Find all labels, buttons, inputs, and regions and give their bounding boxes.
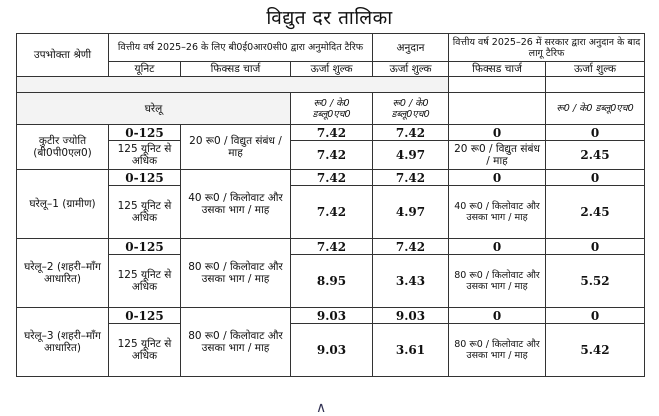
unit-cell: 0-125 — [109, 125, 181, 141]
header-row-1 — [17, 34, 645, 62]
energy-cell: 9.03 — [291, 308, 373, 324]
subsidy-cell: 9.03 — [373, 308, 449, 324]
page-title: विद्युत दर तालिका — [266, 7, 393, 29]
table-row — [17, 308, 645, 324]
table-row — [17, 324, 645, 377]
domestic-label: घरेलू — [17, 93, 291, 125]
header-subsidy: अनुदान — [373, 34, 449, 62]
fixed-charge-cell: 20 रू0 / विद्युत संबंध / माह — [181, 125, 291, 170]
category-cell: घरेलू–2 (शहरी–माँग आधारित) — [17, 239, 109, 308]
energy-cell: 7.42 — [291, 186, 373, 239]
table-row — [17, 141, 645, 170]
table-row — [17, 239, 645, 255]
tariff-table — [16, 33, 645, 377]
subsidy-cell: 3.61 — [373, 324, 449, 377]
energy-cell: 7.42 — [291, 239, 373, 255]
spacer-cell-after-fixed — [449, 77, 546, 93]
category-cell: घरेलू–1 (ग्रामीण) — [17, 170, 109, 239]
subsidy-cell: 7.42 — [373, 170, 449, 186]
unit-cell: 0-125 — [109, 239, 181, 255]
unit-cell: 125 यूनिट से अधिक — [109, 141, 181, 170]
after-energy-cell: 2.45 — [546, 186, 645, 239]
after-fixed-cell: 0 — [449, 125, 546, 141]
fixed-charge-cell: 80 रू0 / किलोवाट और उसका भाग / माह — [181, 308, 291, 377]
domestic-row — [17, 93, 645, 125]
header-after-fixed: फिक्सड चार्ज — [449, 62, 546, 77]
unit-cell: 125 यूनिट से अधिक — [109, 324, 181, 377]
after-energy-cell: 5.52 — [546, 255, 645, 308]
unit-label-after: रू0 / के0 डब्लू0एच0 — [546, 93, 645, 125]
fixed-charge-cell: 40 रू0 / किलोवाट और उसका भाग / माह — [181, 170, 291, 239]
energy-cell: 9.03 — [291, 324, 373, 377]
spacer-cell — [17, 77, 449, 93]
header-unit: यूनिट — [109, 62, 181, 77]
energy-cell: 7.42 — [291, 141, 373, 170]
after-energy-cell: 0 — [546, 308, 645, 324]
subsidy-cell: 7.42 — [373, 125, 449, 141]
after-fixed-cell: 0 — [449, 308, 546, 324]
after-energy-cell: 0 — [546, 239, 645, 255]
unit-cell: 125 यूनिट से अधिक — [109, 255, 181, 308]
table-row — [17, 255, 645, 308]
category-cell: घरेलू–3 (शहरी–माँग आधारित) — [17, 308, 109, 377]
unit-label-subsidy: रू0 / के0 डब्लू0एच0 — [373, 93, 449, 125]
after-energy-cell: 0 — [546, 125, 645, 141]
header-approved: वित्तीय वर्ष 2025–26 के लिए बी0ई0आर0सी0 द्वारा अनुमोदित टैरिफ — [109, 34, 373, 62]
after-fixed-cell: 20 रू0 / विद्युत संबंध / माह — [449, 141, 546, 170]
subsidy-cell: 4.97 — [373, 141, 449, 170]
unit-cell: 0-125 — [109, 170, 181, 186]
after-fixed-cell: 40 रू0 / किलोवाट और उसका भाग / माह — [449, 186, 546, 239]
after-fixed-cell: 0 — [449, 239, 546, 255]
after-energy-cell: 2.45 — [546, 141, 645, 170]
unit-label-energy: रू0 / के0 डब्लू0एच0 — [291, 93, 373, 125]
header-after-energy: ऊर्जा शुल्क — [546, 62, 645, 77]
header-energy: ऊर्जा शुल्क — [291, 62, 373, 77]
header-fixed: फिक्सड चार्ज — [181, 62, 291, 77]
subsidy-cell: 3.43 — [373, 255, 449, 308]
energy-cell: 7.42 — [291, 125, 373, 141]
energy-cell: 7.42 — [291, 170, 373, 186]
spacer-row — [17, 77, 645, 93]
after-fixed-cell: 0 — [449, 170, 546, 186]
header-row-2 — [17, 62, 645, 77]
table-row — [17, 170, 645, 186]
header-subsidy-energy: ऊर्जा शुल्क — [373, 62, 449, 77]
unit-cell: 0-125 — [109, 308, 181, 324]
category-cell: कुटीर ज्योति (बी0पी0एल0) — [17, 125, 109, 170]
after-fixed-cell: 80 रू0 / किलोवाट और उसका भाग / माह — [449, 324, 546, 377]
table-row — [17, 125, 645, 141]
header-category: उपभोक्ता श्रेणी — [17, 34, 109, 77]
page-mark-icon: ∧ — [316, 400, 327, 416]
subsidy-cell: 7.42 — [373, 239, 449, 255]
spacer-cell-after-energy — [546, 77, 645, 93]
fixed-charge-cell: 80 रू0 / किलोवाट और उसका भाग / माह — [181, 239, 291, 308]
header-after: वित्तीय वर्ष 2025–26 में सरकार द्वारा अनुदान के बाद लागू टैरिफ — [449, 34, 645, 62]
unit-cell: 125 यूनिट से अधिक — [109, 186, 181, 239]
subsidy-cell: 4.97 — [373, 186, 449, 239]
unit-label-empty — [449, 93, 546, 125]
after-energy-cell: 5.42 — [546, 324, 645, 377]
table-row — [17, 186, 645, 239]
after-fixed-cell: 80 रू0 / किलोवाट और उसका भाग / माह — [449, 255, 546, 308]
energy-cell: 8.95 — [291, 255, 373, 308]
after-energy-cell: 0 — [546, 170, 645, 186]
